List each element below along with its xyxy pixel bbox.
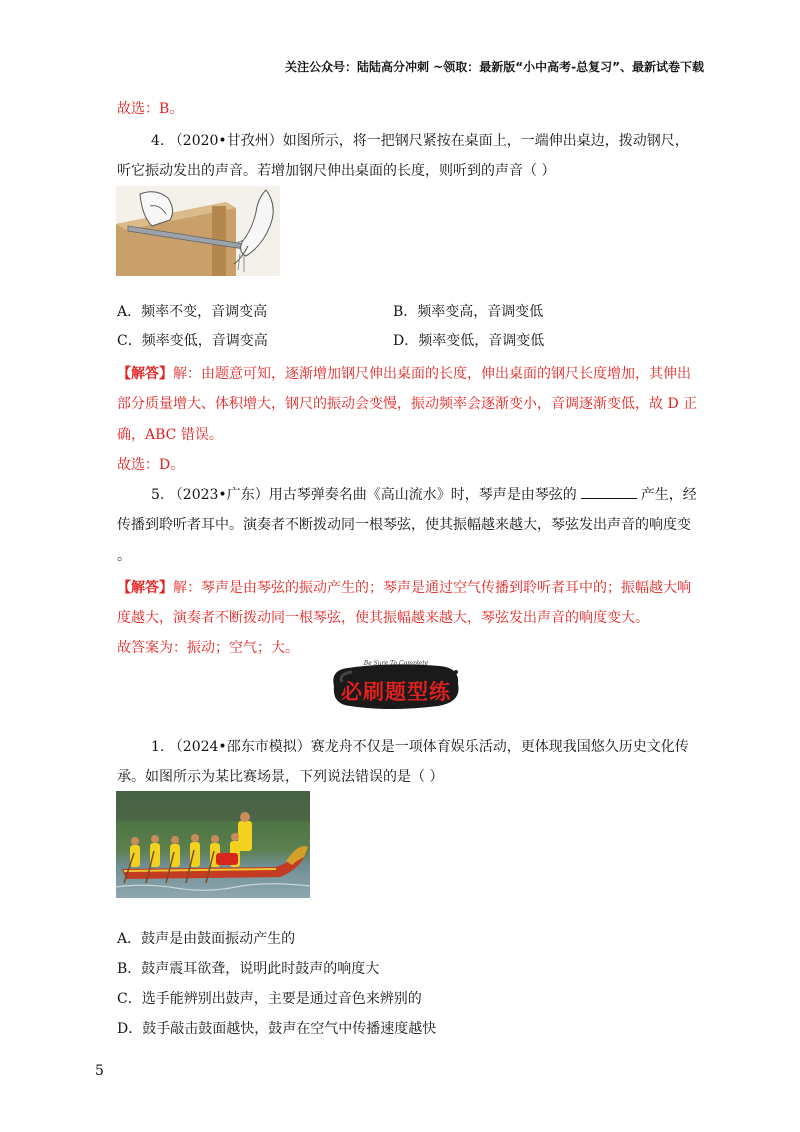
p1-option-c: C．选手能辨别出鼓声，主要是通过音色来辨别的 — [117, 991, 422, 1007]
q5-stem-line1 — [151, 484, 697, 504]
ruler-figure — [116, 186, 280, 276]
q5-solution-line2: 度越大，演奏者不断拨动同一根琴弦，使其振幅越来越大，琴弦发出声音的响度变大。 — [117, 610, 649, 626]
page-number: 5 — [95, 1063, 104, 1079]
q5-solution-line1 — [117, 577, 691, 597]
q4-solution-tag: 【解答】 — [117, 366, 173, 382]
dragon-boat-photo — [116, 791, 310, 898]
banner-script: Be Sure To Complete — [363, 660, 429, 667]
q5-solution-text1: 解：琴声是由琴弦的振动产生的；琴声是通过空气传播到聆听者耳中的；振幅越大响 — [173, 580, 691, 596]
p1-option-a: A．鼓声是由鼓面振动产生的 — [117, 931, 296, 947]
q4-option-b: B．频率变高，音调变低 — [393, 304, 544, 320]
p1-option-d: D．鼓手敲击鼓面越快，鼓声在空气中传播速度越快 — [117, 1021, 437, 1037]
q5-blank-1 — [581, 486, 637, 499]
p1-stem-line1: 1. （2024•邵东市模拟）赛龙舟不仅是一项体育娱乐活动，更体现我国悠久历史文化传 — [151, 739, 689, 755]
p1-option-b: B．鼓声震耳欲聋，说明此时鼓声的响度大 — [117, 961, 380, 977]
page-header: 关注公众号：陆陆高分冲刺 ~领取：最新版“小中高考-总复习”、最新试卷下载 — [285, 60, 704, 74]
q5-stem-part2: 产生，经 — [640, 487, 697, 503]
q5-answer: 故答案为：振动；空气；大。 — [117, 640, 299, 656]
section-banner — [328, 662, 464, 710]
q4-solution-line2: 部分质量增大、体积增大，钢尺的振动会变慢，振动频率会逐渐变小，音调逐渐变低，故 D 正 — [117, 396, 698, 412]
q4-solution-text1: 解：由题意可知，逐渐增加钢尺伸出桌面的长度，伸出桌面的钢尺长度增加，其伸出 — [173, 366, 691, 382]
p1-stem-line2: 承。如图所示为某比赛场景，下列说法错误的是（ ） — [117, 769, 444, 785]
q4-answer: 故选：D。 — [117, 457, 185, 473]
q5-stem-line2: 传播到聆听者耳中。演奏者不断拨动同一根琴弦，使其振幅越来越大，琴弦发出声音的响度变 — [117, 517, 691, 533]
q4-stem-line2: 听它振动发出的声音。若增加钢尺伸出桌面的长度，则听到的声音（ ） — [117, 163, 556, 179]
q4-option-d: D．频率变低，音调变低 — [393, 333, 545, 349]
banner-title: 必刷题型练 — [341, 680, 451, 704]
q4-option-c: C．频率变低，音调变高 — [117, 333, 268, 349]
q4-option-a: A．频率不变，音调变高 — [117, 304, 268, 320]
q4-stem-line1: 4. （2020•甘孜州）如图所示，将一把钢尺紧按在桌面上，一端伸出桌边，拨动钢尺， — [151, 133, 689, 149]
q5-stem-part1: 5. （2023•广东）用古琴弹奏名曲《高山流水》时，琴声是由琴弦的 — [151, 487, 577, 503]
q4-solution-line1 — [117, 363, 691, 383]
q5-stem-line3: 。 — [117, 548, 131, 564]
q5-solution-tag: 【解答】 — [117, 580, 173, 596]
q4-solution-line3: 确，ABC 错误。 — [117, 427, 223, 443]
q3-answer: 故选：B。 — [117, 101, 184, 117]
